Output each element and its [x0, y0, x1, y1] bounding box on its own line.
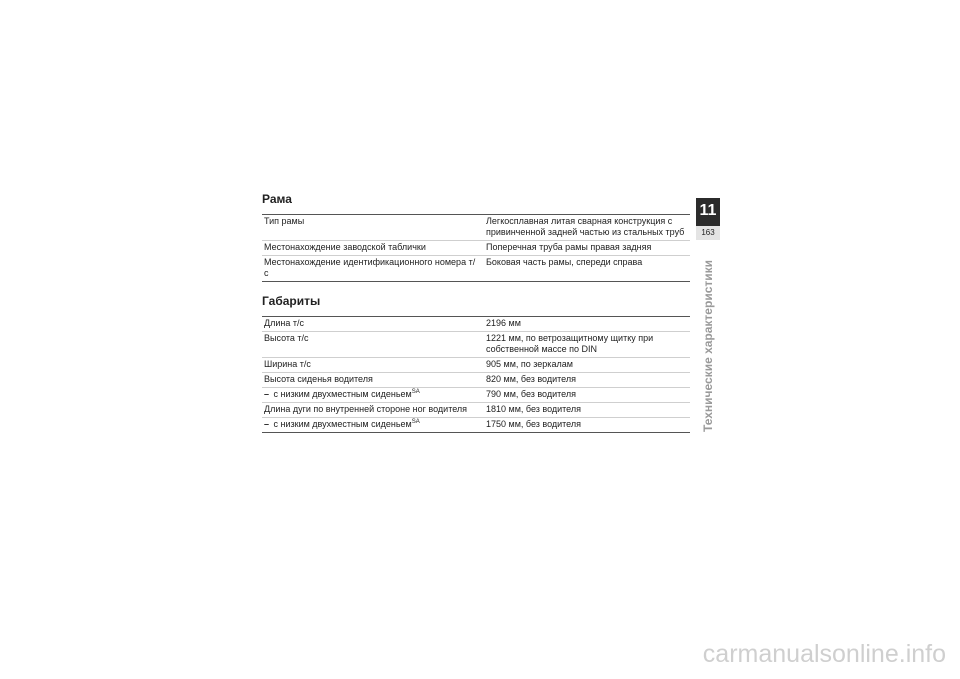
table-row: [262, 317, 690, 332]
watermark: carmanualsonline.info: [702, 640, 946, 668]
spec-value: 1750 мм, без водителя: [482, 418, 690, 433]
spec-value: 1810 мм, без водителя: [482, 403, 690, 418]
spec-value: 820 мм, без водителя: [482, 373, 690, 388]
spec-label-sub: [262, 388, 482, 403]
table-row: [262, 256, 690, 282]
spec-label: Высота сиденья водителя: [262, 373, 482, 388]
dimensions-spec-table: [262, 316, 690, 433]
spec-label: Длина дуги по внутренней стороне ног водителя: [262, 403, 482, 418]
spec-label: Длина т/с: [262, 317, 482, 332]
spec-value: Поперечная труба рамы правая задняя: [482, 241, 690, 256]
table-row: [262, 332, 690, 358]
frame-spec-table: [262, 214, 690, 282]
sa-marker: SA: [411, 389, 420, 395]
spec-label-sub: [262, 418, 482, 433]
spec-label: Местонахождение заводской таблички: [262, 241, 482, 256]
chapter-tab: [696, 198, 720, 240]
spec-value: Легкосплавная литая сварная конструкция с привинченной задней частью из стальных труб: [482, 215, 690, 241]
spec-label-text: с низким двухместным сиденьем: [273, 419, 412, 429]
table-row: [262, 388, 690, 403]
spec-value: 2196 мм: [482, 317, 690, 332]
spec-label: Тип рамы: [262, 215, 482, 241]
table-row: [262, 241, 690, 256]
spec-value: Боковая часть рамы, спереди справа: [482, 256, 690, 282]
dash-marker: –: [264, 389, 270, 399]
table-row: [262, 358, 690, 373]
table-row: [262, 373, 690, 388]
section-title-dimensions: Габариты: [262, 294, 321, 308]
table-row: [262, 418, 690, 433]
chapter-vertical-label: Технические характеристики: [701, 259, 715, 433]
table-row: [262, 215, 690, 241]
spec-value: 905 мм, по зеркалам: [482, 358, 690, 373]
page-number: 163: [696, 226, 720, 240]
chapter-number: 11: [699, 202, 717, 219]
sa-marker: SA: [411, 419, 420, 425]
spec-label: Высота т/с: [262, 332, 482, 358]
dash-marker: –: [264, 419, 270, 429]
spec-value: 790 мм, без водителя: [482, 388, 690, 403]
spec-label: Местонахождение идентификационного номера т/с: [262, 256, 482, 282]
spec-label-text: с низким двухместным сиденьем: [273, 389, 412, 399]
table-row: [262, 403, 690, 418]
section-title-frame: Рама: [262, 192, 292, 206]
page-content: [262, 192, 690, 433]
spec-label: Ширина т/с: [262, 358, 482, 373]
spec-value: 1221 мм, по ветрозащитному щитку при собственной массе по DIN: [482, 332, 690, 358]
